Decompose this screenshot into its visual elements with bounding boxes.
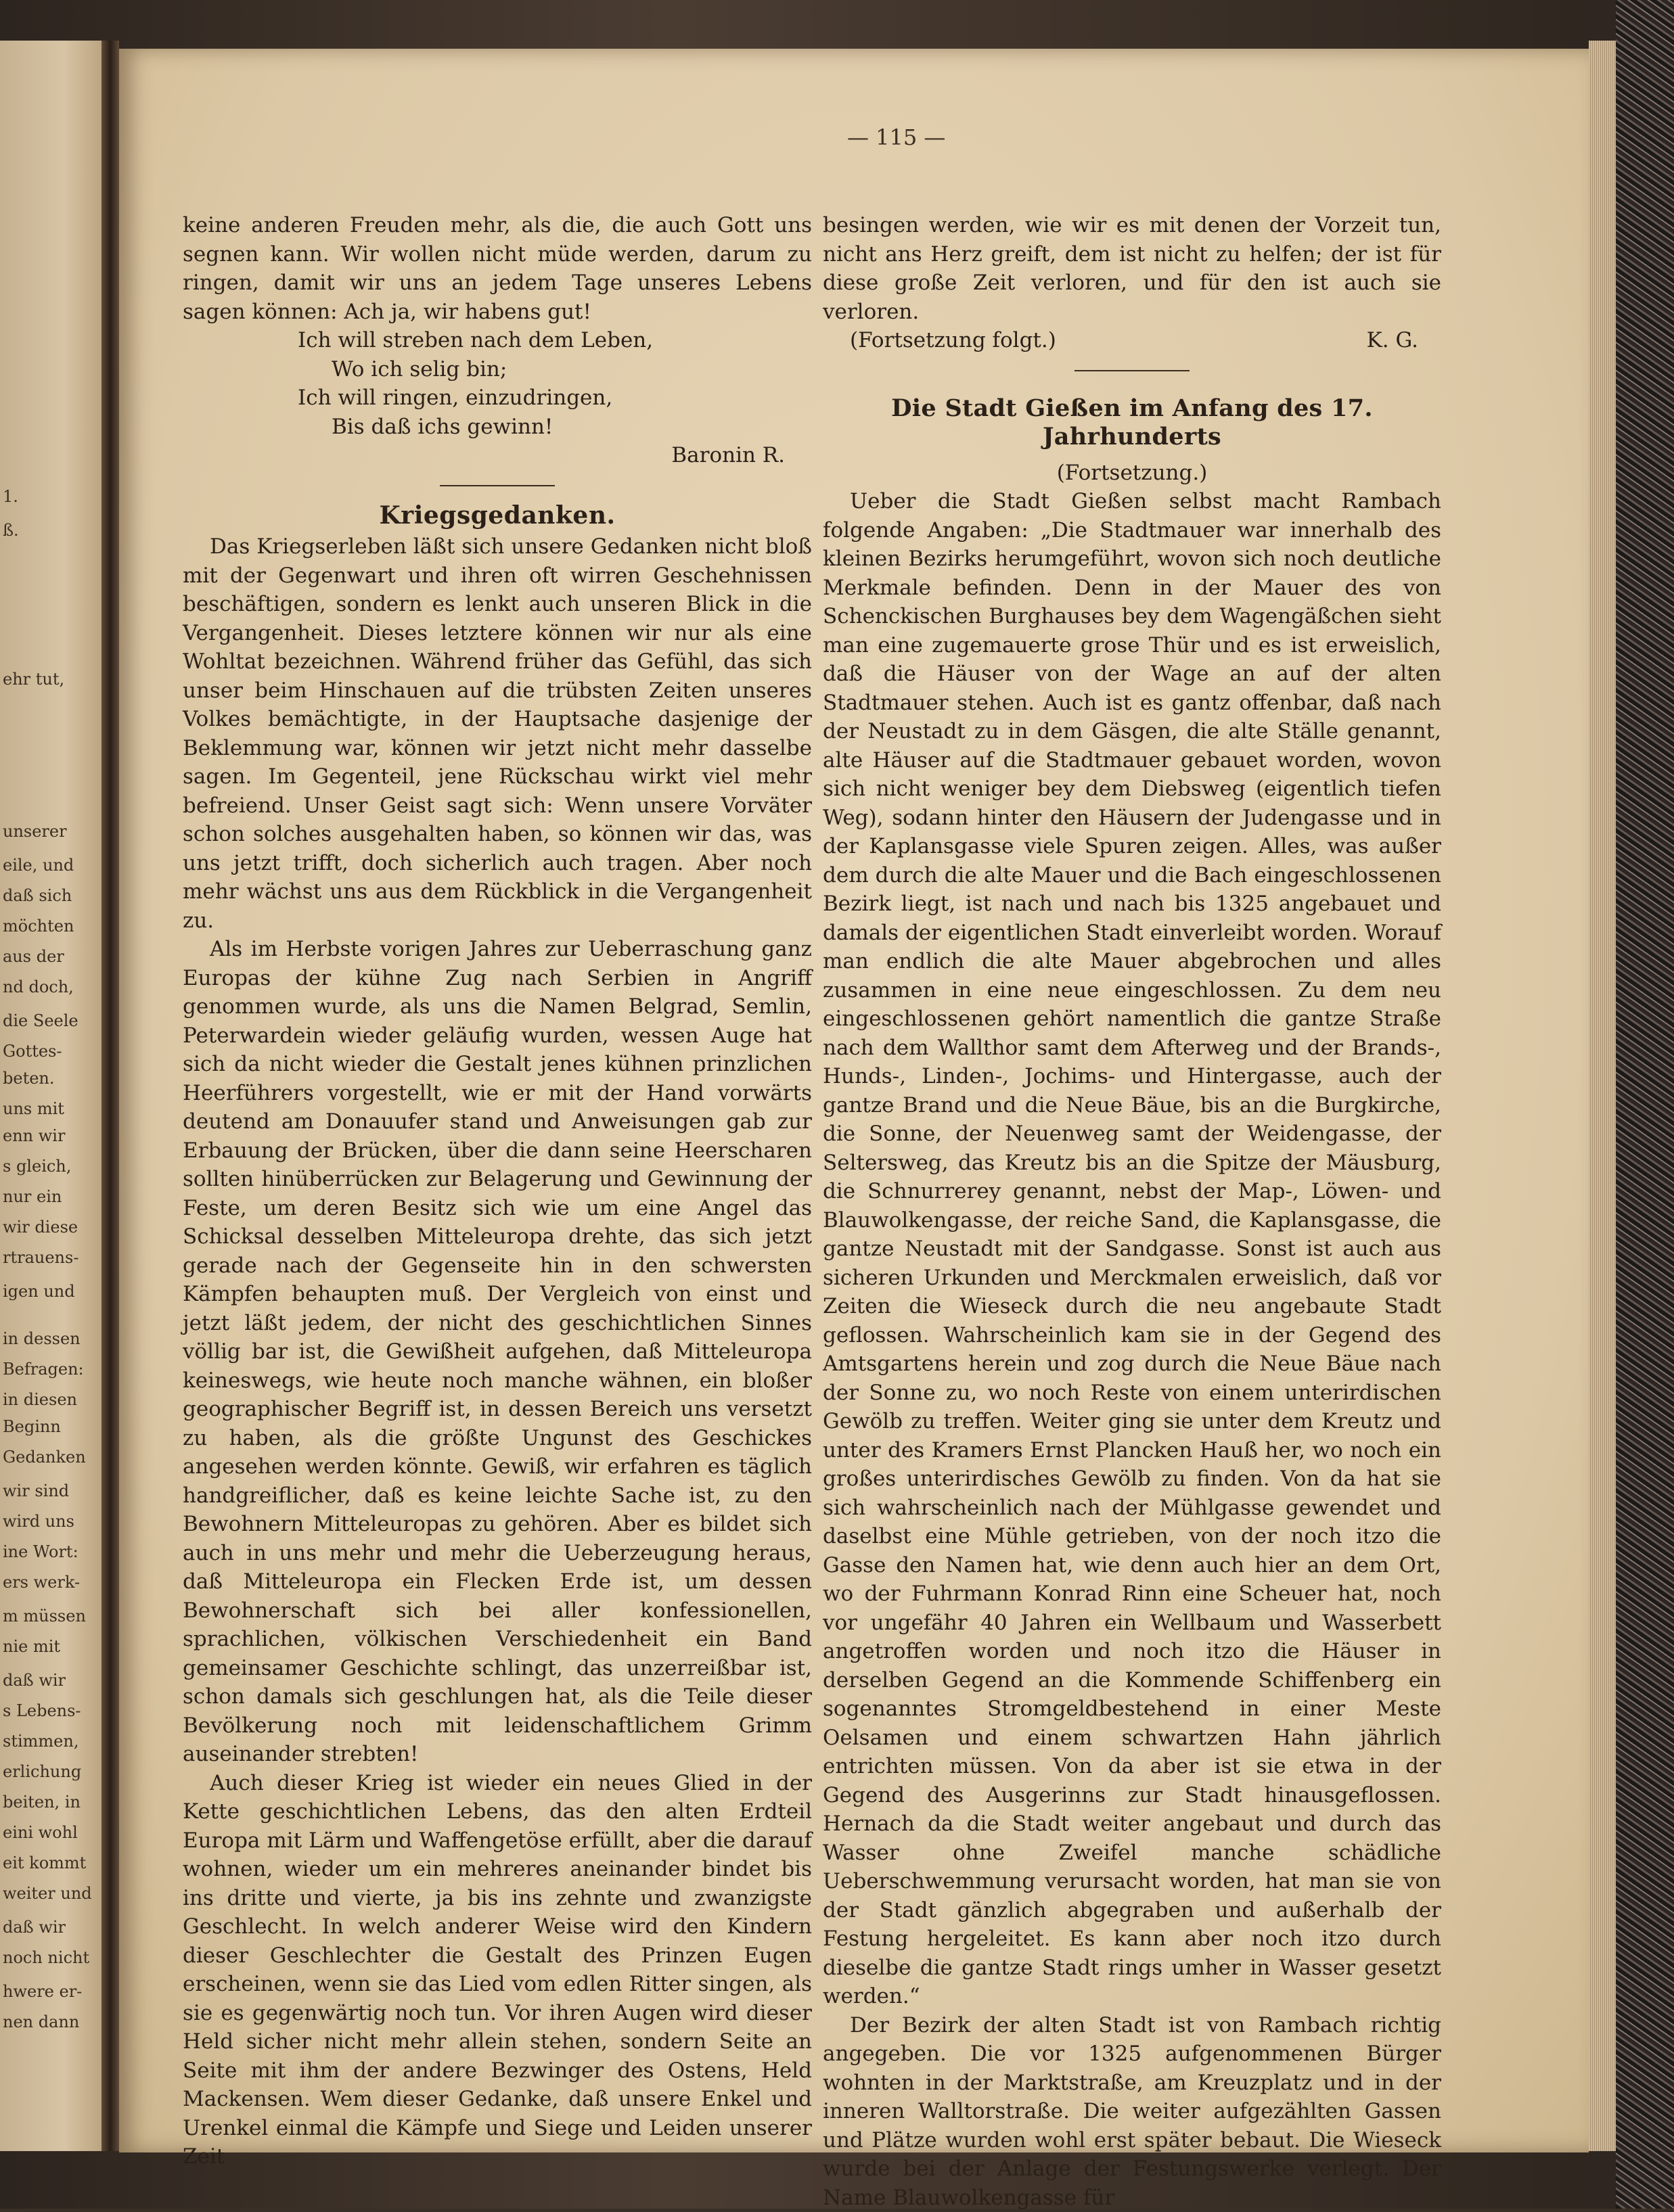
facing-page-text: in diesen <box>3 1390 77 1409</box>
facing-page-text: die Seele <box>3 1011 78 1030</box>
section-title: Kriegsgedanken. <box>183 501 812 530</box>
verse-line: Bis daß ichs gewinn! <box>298 413 812 442</box>
facing-page-fragment <box>0 41 107 2151</box>
facing-page-text: nen dann <box>3 2012 79 2031</box>
facing-page-text: s gleich, <box>3 1157 71 1176</box>
separator-rule <box>440 485 555 486</box>
facing-page-text: 1. <box>3 487 18 506</box>
right-column <box>823 211 1441 2212</box>
continuation-line <box>823 326 1441 355</box>
facing-page-text: Gottes- <box>3 1042 62 1061</box>
facing-page-text: möchten <box>3 917 74 936</box>
facing-page-text: s Lebens- <box>3 1701 81 1720</box>
facing-page-text: ehr tut, <box>3 670 64 689</box>
verse-line: Wo ich selig bin; <box>298 355 812 384</box>
facing-page-text: eit kommt <box>3 1853 86 1872</box>
facing-page-text: in dessen <box>3 1329 81 1348</box>
facing-page-text: enn wir <box>3 1126 65 1145</box>
facing-page-text: noch nicht <box>3 1948 89 1967</box>
author-initials: K. G. <box>1367 326 1418 355</box>
left-column <box>183 211 812 2171</box>
facing-page-text: erlichung <box>3 1762 81 1781</box>
body-paragraph: Als im Herbste vorigen Jahres zur Ueberraschung ganz Europas der kühne Zug nach Serbien in Angriff genommen wurde, als uns die Namen Belgrad, Semlin, Peterwardein wieder geläufig wurden, wessen Auge hat sich da nicht wieder die Gestalt jenes kühnen prinzlichen Heerführers vorgestellt, wie er mit der Hand vorwärts deutend am Donauufer stand und Anweisungen gab zur Erbauung der Brücken, über die dann seine Heerscharen sollten hinüberrücken zur Belagerung und Gewinnung der Feste, um deren Besitz sich wie um eine Angel das Schicksal desselben Mitteleuropa drehte, das sich jetzt gerade nach der Gegenseite hin in den schwersten Kämpfen behaupten muß. Der Vergleich von einst und jetzt läßt jedem, der nicht des geschichtlichen Sinnes völlig bar ist, die Gewißheit aufgehen, daß Mitteleuropa keineswegs, wie heute noch manche wähnen, ein bloßer geographischer Begriff ist, in dessen Bereich uns versetzt zu haben, als die größte Ungunst des Geschickes angesehen werden könnte. Gewiß, wir erfahren es täglich handgreiflicher, daß es keine leichte Sache ist, zu den Bewohnern Mitteleuropas zu gehören. Aber es bildet sich auch in uns mehr und mehr die Ueberzeugung heraus, daß Mitteleuropa ein Flecken Erde ist, um dessen Bewohnerschaft sich bei aller konfessionellen, sprachlichen, völkischen Verschiedenheit ein Band gemeinsamer Geschichte schlingt, das unzerreißbar ist, schon damals sich geschlungen hat, als die Teile dieser Bevölkerung noch mit leidenschaftlichem Grimm auseinander strebten! <box>183 935 812 1769</box>
facing-page-text: hwere er- <box>3 1982 82 2001</box>
facing-page-text: ers werk- <box>3 1573 80 1592</box>
facing-page-text: ß. <box>3 521 19 540</box>
body-paragraph: Der Bezirk der alten Stadt ist von Rambach richtig angegeben. Die vor 1325 aufgenommenen Bürger wohnten in der Marktstraße, am Kreuzplatz und in der inneren Walltorstraße. Die weiter aufgezählten Gassen und Plätze wurden wohl erst später bebaut. Die Wieseck wurde bei der Anlage der Festungswerke verlegt. Der Name Blauwolkengasse für <box>823 2011 1441 2212</box>
facing-page-text: daß sich <box>3 886 72 905</box>
verse-line: Ich will ringen, einzudringen, <box>298 384 812 413</box>
facing-page-text: beten. <box>3 1069 55 1088</box>
poem-author: Baronin R. <box>183 441 812 470</box>
facing-page-text: wird uns <box>3 1512 74 1531</box>
facing-page-text: nur ein <box>3 1187 62 1206</box>
facing-page-text: eile, und <box>3 856 74 875</box>
separator-rule <box>1074 370 1190 371</box>
facing-page-text: nie mit <box>3 1637 60 1656</box>
facing-page-text: uns mit <box>3 1099 64 1118</box>
facing-page-text: weiter und <box>3 1884 92 1903</box>
section-subtitle: (Fortsetzung.) <box>823 459 1441 488</box>
poem-verse <box>183 326 812 441</box>
facing-page-text: Beginn <box>3 1417 61 1436</box>
body-paragraph: Auch dieser Krieg ist wieder ein neues Glied in der Kette geschichtlichen Lebens, das den alten Erdteil Europa mit Lärm und Waffengetöse erfüllt, aber die darauf wohnen, wieder um ein mehreres aneinander bindet bis ins dritte und vierte, ja bis ins zehnte und zwanzigste Geschlecht. In welch anderer Weise wird den Kindern dieser Geschlechter die Gestalt des Prinzen Eugen erscheinen, wenn sie das Lied vom edlen Ritter singen, als sie es gegenwärtig noch tun. Vor ihren Augen wird dieser Held sicher nicht mehr allein stehen, sondern Seite an Seite mit ihm der andere Bezwinger des Ostens, Held Mackensen. Wem dieser Gedanke, daß unsere Enkel und Urenkel einmal die Kämpfe und Siege und Leiden unserer Zeit <box>183 1769 812 2171</box>
facing-page-text: unserer <box>3 822 67 841</box>
facing-page-text: Gedanken <box>3 1448 86 1467</box>
to-be-continued: (Fortsetzung folgt.) <box>850 326 1056 355</box>
facing-page-text: m müssen <box>3 1607 86 1626</box>
facing-page-text: ine Wort: <box>3 1542 78 1561</box>
facing-page-text: wir diese <box>3 1218 78 1237</box>
body-paragraph: Ueber die Stadt Gießen selbst macht Rambach folgende Angaben: „Die Stadtmauer war innerhalb des kleinen Bezirks herumgeführt, wovon sich noch deutliche Merkmale befinden. Denn in der Mauer des von Schenckischen Burghauses bey dem Wagengäßchen sieht man eine zugemauerte grose Thür und es ist erweislich, daß die Häuser von der Wage an auf der alten Stadtmauer stehen. Auch ist es gantz offenbar, daß nach der Neustadt zu in dem Gäsgen, die alte Ställe genannt, alte Häuser auf die Stadtmauer gebauet worden, wovon sich nicht weniger bey dem Diebsweg (eigentlich tiefen Weg), sodann hinter den Häusern der Judengasse und in der Kaplansgasse viele Spuren zeigen. Alles, was außer dem durch die alte Mauer und die Bach eingeschlossenen Bezirk liegt, ist nach und nach bis 1325 angebauet und damals der eigentlichen Stadt einverleibt worden. Worauf man endlich die alte Mauer abgebrochen und alles zusammen in eine neue eingeschlossen. Zu dem neu eingeschlossenen gehört namentlich die gantze Straße nach dem Wallthor samt dem Afterweg und der Brands-, Hunds-, Linden-, Jochims- und Hintergasse, auch der gantze Brand und die Neue Bäue, bis an die Burgkirche, die Sonne, der Neuenweg samt der Weidengasse, der Seltersweg, das Kreutz bis an die Spitze der Mäusburg, die Schnurrerey genannt, nebst der Map-, Löwen- und Blauwolkengasse, der reiche Sand, die Kaplansgasse, die gantze Neustadt mit der Sandgasse. Sonst ist auch aus sicheren Urkunden und Merckmalen erweislich, daß vor Zeiten die Wieseck durch die neu angebaute Stadt geflossen. Wahrscheinlich kam sie in der Gegend des Amtsgartens herein und zog durch die Neue Bäue nach der Sonne zu, wo noch Reste von einem unterirdischen Gewölb zu treffen. Weiter ging sie unter dem Kreutz und unter des Kramers Ernst Plancken Hauß her, wo noch ein großes unterirdisches Gewölb zu finden. Von da hat sie sich wahrscheinlich nach der Mühlgasse gewendet und daselbst eine Mühle getrieben, von der noch itzo die Gasse den Namen hat, wie denn auch hier an dem Ort, wo der Fuhrmann Konrad Rinn eine Scheuer hat, noch vor ungefähr 40 Jahren ein Wellbaum und Wasserbett angetroffen worden und noch itzo die Häuser in derselben Gegend an die Kommende Schiffenberg ein sogenanntes Stromgeldbestehend in einer Meste Oelsamen und einem schwartzen Hahn jährlich entrichten müssen. Von da aber ist sie etwa in der Gegend des Ausgerinns zur Stadt hinausgeflossen. Hernach da die Stadt weiter angebaut und durch das Wasser ohne Zweifel manche schädliche Ueberschwemmung verursacht worden, hat man sie von der Stadt gänzlich abgegraben und außerhalb der Festung hergeleitet. Es kann aber noch itzo durch dieselbe die gantze Stadt rings umher in Wasser gesetzt werden.“ <box>823 487 1441 2011</box>
facing-page-text: igen und <box>3 1282 75 1301</box>
document-page <box>119 49 1589 2152</box>
intro-paragraph: keine anderen Freuden mehr, als die, die auch Gott uns segnen kann. Wir wollen nicht müde werden, darum zu ringen, damit wir uns an jedem Tage unseres Lebens sagen können: Ach ja, wir habens gut! <box>183 211 812 326</box>
marbled-cover-edge <box>1616 0 1674 2209</box>
body-paragraph: Das Kriegserleben läßt sich unsere Gedanken nicht bloß mit der Gegenwart und ihren oft wirren Geschehnissen beschäftigen, sondern es lenkt auch unseren Blick in die Vergangenheit. Dieses letztere können wir nur als eine Wohltat bezeichnen. Während früher das Gefühl, das sich unser beim Hinschauen auf die trübsten Zeiten unseres Volkes bemächtigte, in der Hauptsache dasjenige der Beklemmung war, können wir jetzt nicht mehr dasselbe sagen. Im Gegenteil, jene Rückschau wirkt viel mehr befreiend. Unser Geist sagt sich: Wenn unsere Vorväter schon solches ausgehalten haben, so können wir das, was uns jetzt trifft, doch sicherlich auch tragen. Aber noch mehr wächst uns aus dem Rückblick in die Vergangenheit zu. <box>183 532 812 935</box>
verse-line: Ich will streben nach dem Leben, <box>298 326 812 355</box>
page-number: — 115 — <box>847 124 945 150</box>
facing-page-text: stimmen, <box>3 1732 78 1751</box>
facing-page-text: rtrauens- <box>3 1248 78 1267</box>
facing-page-text: daß wir <box>3 1671 66 1690</box>
facing-page-text: nd doch, <box>3 977 74 996</box>
facing-page-text: daß wir <box>3 1918 66 1937</box>
page-stack-edge <box>1589 41 1616 2151</box>
book-gutter <box>101 41 119 2151</box>
section-title: Die Stadt Gießen im Anfang des 17. Jahrhunderts <box>823 394 1441 452</box>
continued-paragraph: besingen werden, wie wir es mit denen der Vorzeit tun, nicht ans Herz greift, dem ist nicht zu helfen; der ist für diese große Zeit verloren, und für den ist auch sie verloren. <box>823 211 1441 326</box>
facing-page-text: eini wohl <box>3 1823 78 1842</box>
facing-page-text: Befragen: <box>3 1360 84 1379</box>
facing-page-text: wir sind <box>3 1481 69 1500</box>
facing-page-text: aus der <box>3 947 64 966</box>
facing-page-text: beiten, in <box>3 1793 81 1812</box>
